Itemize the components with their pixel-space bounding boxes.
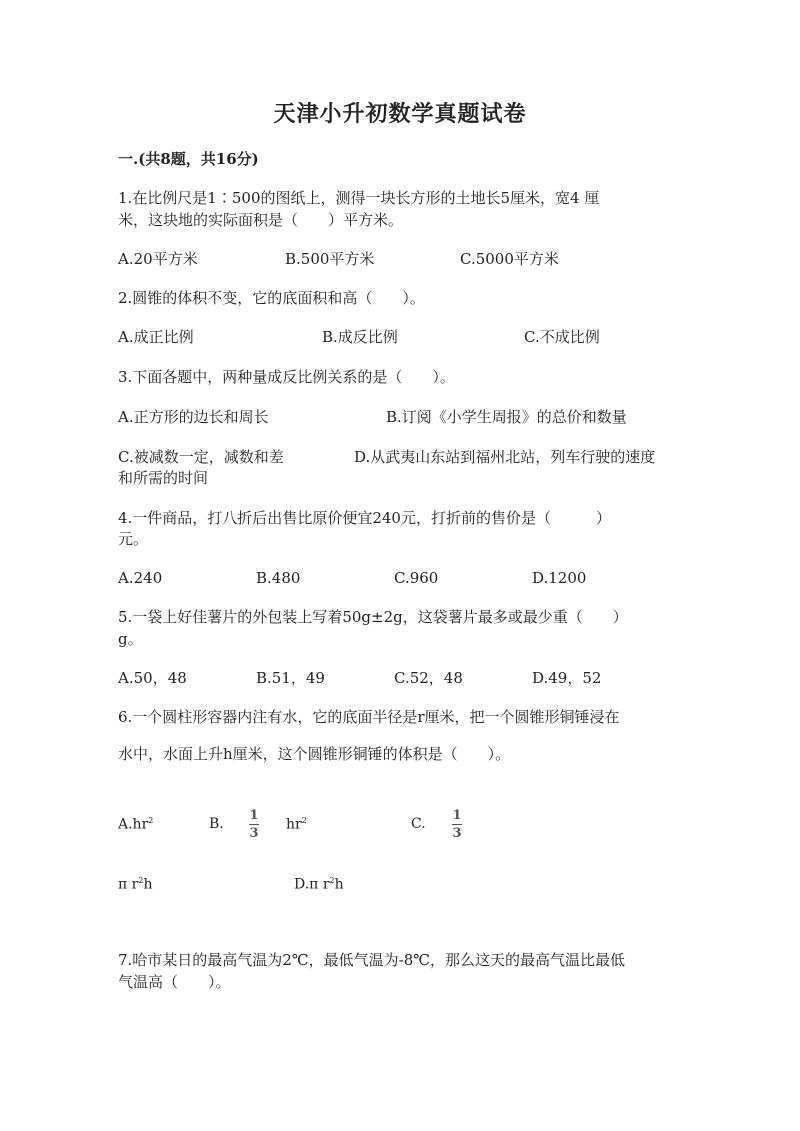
question-6-line2: 水中，水面上升h厘米，这个圆锥形铜锤的体积是（ ）。 [118,745,511,763]
question-4-line1: 4.一件商品，打八折后出售比原价便宜240元，打折前的售价是（ ） [118,509,611,527]
fraction-denominator: 3 [249,826,259,841]
question-4-option-c[interactable]: C.960 [394,569,439,587]
fraction-bar [452,824,462,825]
superscript: 2 [329,876,335,885]
fraction-one-third [249,809,259,840]
question-5-option-d[interactable]: D.49，52 [532,669,602,687]
question-5-option-c[interactable]: C.52，48 [394,669,463,687]
question-5-line2: g。 [118,630,143,648]
fraction-bar [249,824,259,825]
question-6-option-d[interactable] [294,877,344,892]
question-4-line2: 元。 [118,530,149,548]
question-6-option-c[interactable]: C. [411,816,426,832]
question-4-option-a[interactable]: A.240 [118,569,163,587]
question-7-line2: 气温高（ ）。 [118,973,231,991]
question-1-line1: 1.在比例尺是1∶500的图纸上，测得一块长方形的土地长5厘米，宽4 厘 [118,189,600,207]
h-text: h [334,876,344,893]
question-1-line2: 米，这块地的实际面积是（ ）平方米。 [118,211,404,229]
question-6-option-d-text: D.π r [294,876,330,893]
question-3-option-a[interactable]: A.正方形的边长和周长 [118,408,269,426]
question-1-option-b[interactable]: B.500平方米 [285,250,375,268]
superscript: 2 [138,876,144,885]
question-4-option-b[interactable]: B.480 [256,569,301,587]
superscript: 2 [301,816,307,825]
question-5-option-b[interactable]: B.51，49 [256,669,325,687]
page-title: 天津小升初数学真题试卷 [273,101,527,127]
fraction-denominator: 3 [452,826,462,841]
question-2-option-a[interactable]: A.成正比例 [118,328,194,346]
question-6-option-a-text: A.hr [118,816,149,833]
h-text: h [143,876,153,893]
question-6-option-b-hr: hr [286,816,302,833]
question-3-option-d-continued: 和所需的时间 [118,469,209,487]
question-6-option-c-continued [118,877,152,892]
fraction-numerator: 1 [249,808,259,823]
question-4-option-d[interactable]: D.1200 [532,569,587,587]
pi-r-text: π r [118,876,139,893]
question-5-line1: 5.一袋上好佳薯片的外包装上写着50g±2g，这袋薯片最多或最少重（ ） [118,608,628,626]
question-7-line1: 7.哈市某日的最高气温为2℃，最低气温为-8℃，那么这天的最高气温比最低 [118,951,626,969]
fraction-numerator: 1 [452,808,462,823]
superscript: 2 [148,816,154,825]
question-1-option-a[interactable]: A.20平方米 [118,250,198,268]
question-5-option-a[interactable]: A.50，48 [118,669,187,687]
fraction-one-third [452,809,462,840]
question-3-line1: 3.下面各题中，两种量成反比例关系的是（ ）。 [118,368,455,386]
question-3-option-b[interactable]: B.订阅《小学生周报》的总价和数量 [386,408,627,426]
question-2-option-c[interactable]: C.不成比例 [524,328,600,346]
question-3-option-d[interactable]: D.从武夷山东站到福州北站，列车行驶的速度 [354,448,656,466]
question-3-option-c[interactable]: C.被减数一定，减数和差 [118,448,284,466]
question-6-line1: 6.一个圆柱形容器内注有水，它的底面半径是r厘米，把一个圆锥形铜锤浸在 [118,708,620,726]
question-2-option-b[interactable]: B.成反比例 [322,328,398,346]
question-6-option-b-tail [286,817,307,832]
question-6-option-a[interactable] [118,817,153,832]
section-heading: 一.(共8题，共16分) [118,150,259,168]
question-6-option-b[interactable]: B. [209,816,224,832]
question-1-option-c[interactable]: C.5000平方米 [460,250,559,268]
question-2-line1: 2.圆锥的体积不变，它的底面积和高（ ）。 [118,289,425,307]
